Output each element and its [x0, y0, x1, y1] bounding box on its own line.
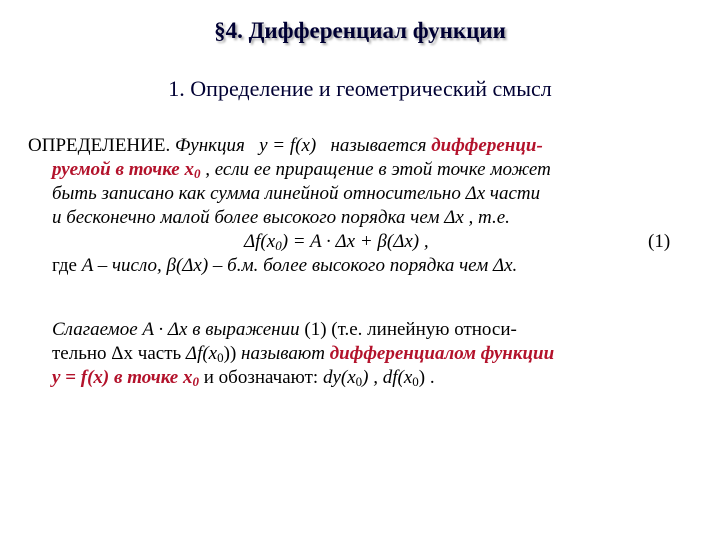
text-df: ) , df(x — [362, 367, 413, 388]
text-y-eq-fx: y = f(x) — [259, 135, 317, 156]
definition-line-2 — [28, 158, 708, 182]
text-end: ) . — [418, 367, 435, 388]
text-close: )) — [223, 343, 237, 364]
text-dy: dy(x — [322, 367, 356, 388]
formula-part-b: ) = A · Δx + β(Δx) , — [281, 231, 429, 252]
definition-paragraph — [28, 134, 708, 278]
text-function: Функция — [174, 135, 245, 156]
formula-number: (1) — [648, 231, 671, 252]
sub-zero-5: 0 — [412, 374, 419, 389]
text-linear-part: (1) (т.е. линейную относи- — [304, 319, 517, 340]
differential-paragraph — [52, 318, 692, 390]
differential-line-1 — [52, 318, 692, 342]
slide-subtitle: 1. Определение и геометрический смысл — [168, 76, 552, 101]
sub-zero-4: 0 — [355, 374, 363, 389]
term-differentiable-2: руемой в точке x — [52, 159, 194, 180]
formula-sub: 0 — [275, 238, 282, 253]
text-denote: и обозначают: — [203, 367, 319, 388]
slide-title: §4. Дифференциал функции — [214, 18, 506, 43]
term-differential: дифференциалом функции — [329, 343, 555, 364]
text-relative: тельно Δx часть — [52, 343, 182, 364]
sub-zero-2: 0 — [217, 350, 224, 365]
sub-zero-3: 0 — [192, 374, 199, 389]
definition-line-6 — [28, 254, 708, 278]
definition-line-1 — [28, 134, 708, 158]
definition-line-3: быть записано как сумма линейной относительно Δx части — [52, 183, 541, 204]
text-called: называют — [241, 343, 325, 364]
text-term: Слагаемое A · Δx в выражении — [52, 319, 300, 340]
text-where: где — [52, 255, 77, 276]
text-increment: , если ее приращение в этой точке может — [205, 159, 551, 180]
definition-lead: ОПРЕДЕЛЕНИЕ. — [28, 135, 171, 156]
term-differentiable-1: дифференци- — [431, 135, 543, 156]
sub-zero: 0 — [193, 166, 201, 181]
term-y-at-point: y = f(x) в точке x — [52, 367, 193, 388]
differential-line-3 — [52, 366, 692, 390]
differential-line-2 — [52, 342, 692, 366]
text-delta-f: Δf(x — [185, 343, 218, 364]
definition-line-4: и бесконечно малой более высокого порядка чем Δx , т.е. — [52, 207, 510, 228]
text-is-called: называется — [330, 135, 427, 156]
formula-1 — [28, 230, 708, 254]
text-where-rest: A – число, β(Δx) – б.м. более высокого порядка чем Δx. — [81, 255, 518, 276]
formula-part-a: Δf(x — [244, 231, 276, 252]
